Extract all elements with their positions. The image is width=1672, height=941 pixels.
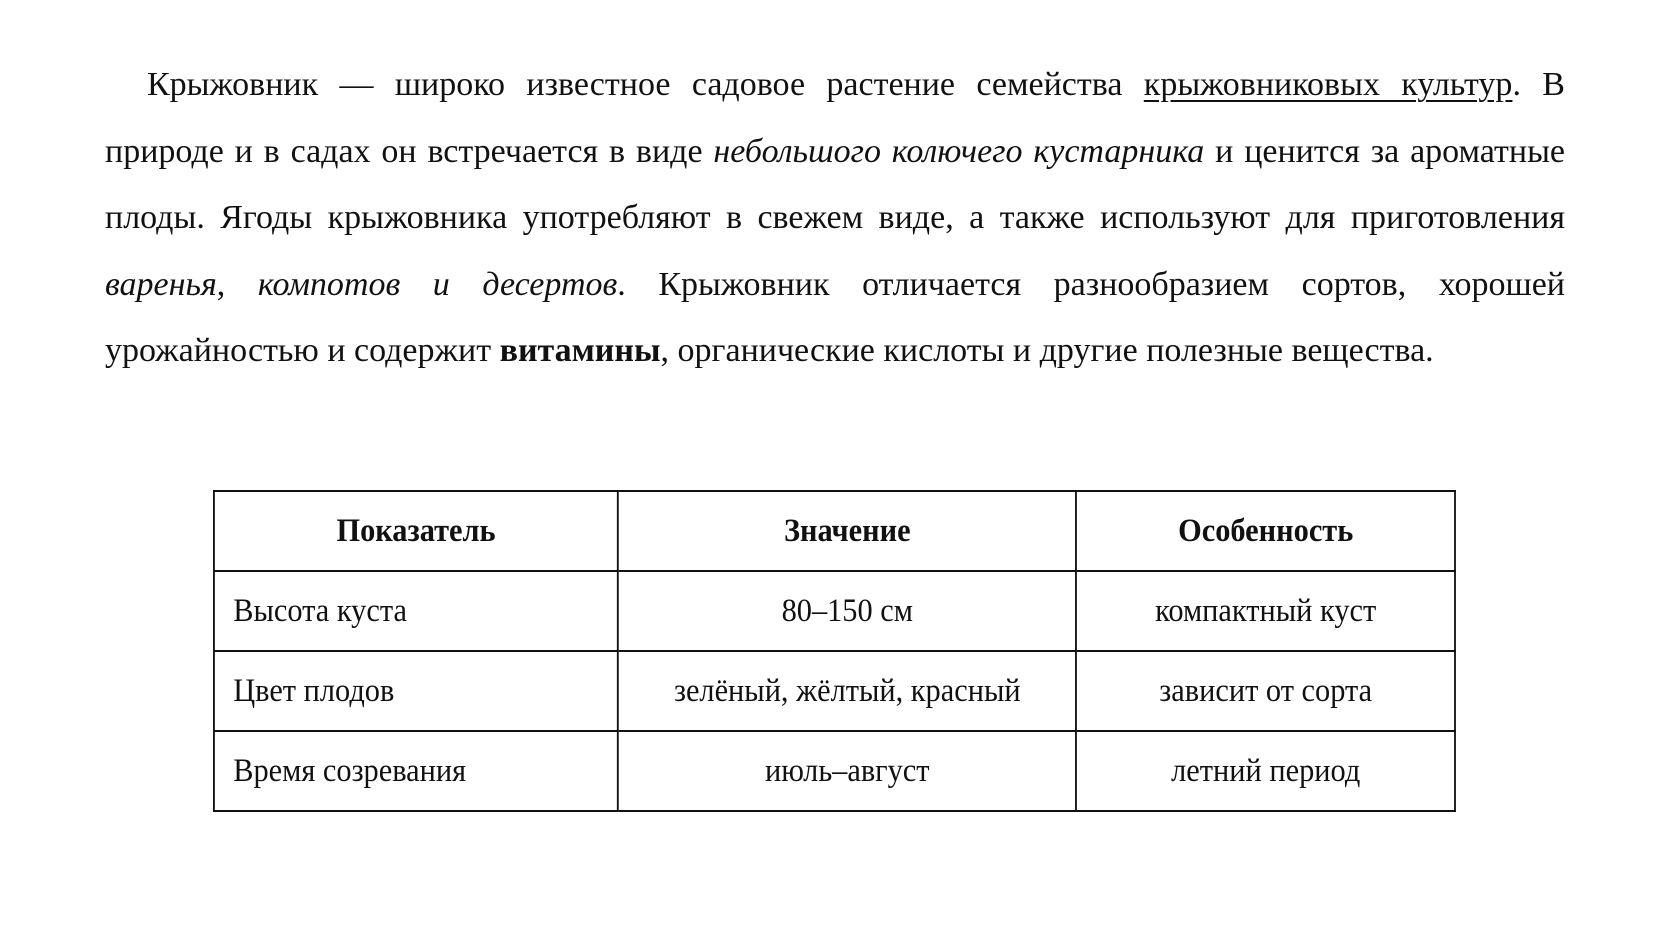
paragraph-text: . Крыжовник отличается разнообразием сортов, хорошей урожайностью и содержит — [105, 265, 1565, 369]
header-value: Значение — [618, 491, 1076, 571]
paragraph-text: и ценится за ароматные плоды. Ягоды крыжовника употребляют в свежем виде, а также используют для приготовления — [105, 132, 1566, 236]
bold-term: витамины — [499, 332, 661, 369]
italic-phrase: варенья — [105, 265, 217, 303]
table-cell-value: 80–150 см — [618, 571, 1076, 651]
table-cell-feature: зависит от сорта — [1076, 651, 1455, 731]
table-cell-value: зелёный, жёлтый, красный — [618, 651, 1076, 731]
paragraph-text: , органические кислоты и другие полезные вещества. — [660, 332, 1434, 369]
table-row — [214, 651, 1455, 731]
table-cell-indicator: Время созревания — [214, 731, 618, 811]
table-cell-feature: компактный куст — [1076, 571, 1455, 651]
properties-table — [213, 490, 1456, 812]
table-cell-value: июль–август — [618, 731, 1076, 811]
paragraph-text: Крыжовник — широко известное садовое растение семейства — [147, 66, 1144, 103]
body-paragraph — [105, 52, 1565, 385]
header-feature: Особенность — [1076, 491, 1455, 571]
table-cell-indicator: Цвет плодов — [214, 651, 618, 731]
table-cell-indicator: Высота куста — [214, 571, 618, 651]
header-indicator: Показатель — [214, 491, 618, 571]
paragraph-text: , — [216, 265, 258, 303]
table-header-row — [214, 491, 1455, 571]
table-cell-feature: летний период — [1076, 731, 1455, 811]
italic-phrase: компотов и десертов — [257, 265, 618, 303]
table-row — [214, 571, 1455, 651]
underlined-term: крыжовниковых культур — [1143, 66, 1513, 103]
table-row — [214, 731, 1455, 811]
paragraph-text: . В природе и в садах он встречается в виде — [105, 66, 1565, 170]
italic-phrase: небольшого колючего кустарника — [713, 132, 1205, 170]
